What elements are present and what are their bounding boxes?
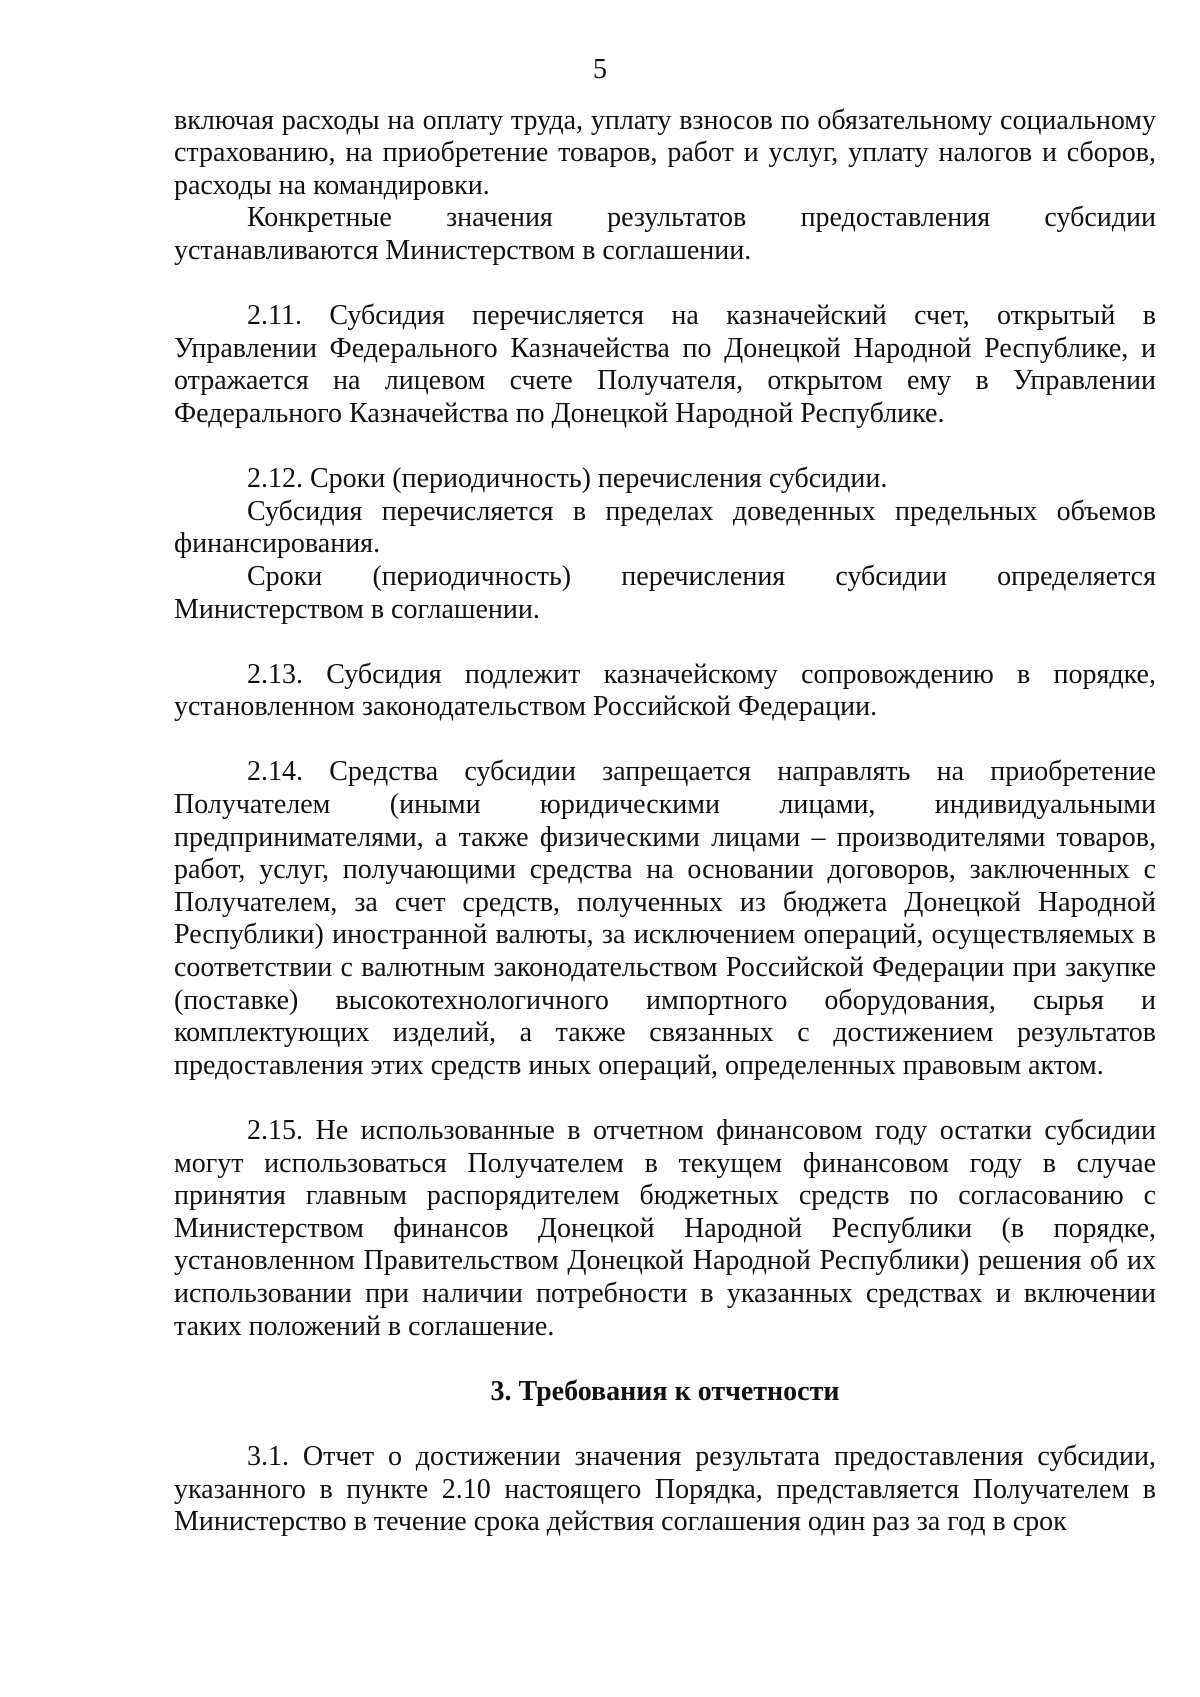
- paragraph-2-15: 2.15. Не использованные в отчетном финансовом году остатки субсидии могут использоваться Получателем в текущем финансовом году в случае принятия главным распорядителем бюджетных средств по согласованию с Министерством финансов Донецкой Народной Республики (в порядке, установленном Правительством Донецкой Народной Республики) решения об их использовании при наличии потребности в указанных средствах и включении таких положений в соглашение.: [174, 1115, 1156, 1342]
- paragraph-results-values: Конкретные значения результатов предоставления субсидии устанавливаются Министерством в соглашении.: [174, 202, 1156, 266]
- paragraph-2-13: 2.13. Субсидия подлежит казначейскому сопровождению в порядке, установленном законодательством Российской Федерации.: [174, 658, 1156, 723]
- page-number: 5: [593, 54, 607, 85]
- paragraph-2-12-terms: Сроки (периодичность) перечисления субсидии определяется Министерством в соглашении.: [174, 560, 1156, 625]
- paragraph-2-14: 2.14. Средства субсидии запрещается направлять на приобретение Получателем (иными юридическими лицами, индивидуальными предпринимателями, а также физическими лицами – производителями товаров, работ, услуг, получающими средства на основании договоров, заключенных с Получателем, за счет средств, полученных из бюджета Донецкой Народной Республики) иностранной валюты, за исключением операций, осуществляемых в соответствии с валютным законодательством Российской Федерации при закупке (поставке) высокотехнологичного импортного оборудования, сырья и комплектующих изделий, а также связанных с достижением результатов предоставления этих средств иных операций, определенных правовым актом.: [174, 756, 1156, 1081]
- paragraph-2-11: 2.11. Субсидия перечисляется на казначейский счет, открытый в Управлении Федерального Казначейства по Донецкой Народной Республике, и отражается на лицевом счете Получателя, открытом ему в Управлении Федерального Казначейства по Донецкой Народной Республике.: [174, 300, 1156, 429]
- paragraph-continuation: включая расходы на оплату труда, уплату взносов по обязательному социальному страхованию, на приобретение товаров, работ и услуг, уплату налогов и сборов, расходы на командировки.: [174, 104, 1156, 201]
- paragraph-2-12-limits: Субсидия перечисляется в пределах доведенных предельных объемов финансирования.: [174, 495, 1156, 560]
- paragraph-2-12: 2.12. Сроки (периодичность) перечисления субсидии.: [247, 463, 888, 495]
- section-heading: 3. Требования к отчетности: [490, 1375, 840, 1407]
- paragraph-3-1: 3.1. Отчет о достижении значения результата предоставления субсидии, указанного в пункте 2.10 настоящего Порядка, представляется Получателем в Министерство в течение срока действия соглашения один раз за год в срок: [174, 1440, 1156, 1538]
